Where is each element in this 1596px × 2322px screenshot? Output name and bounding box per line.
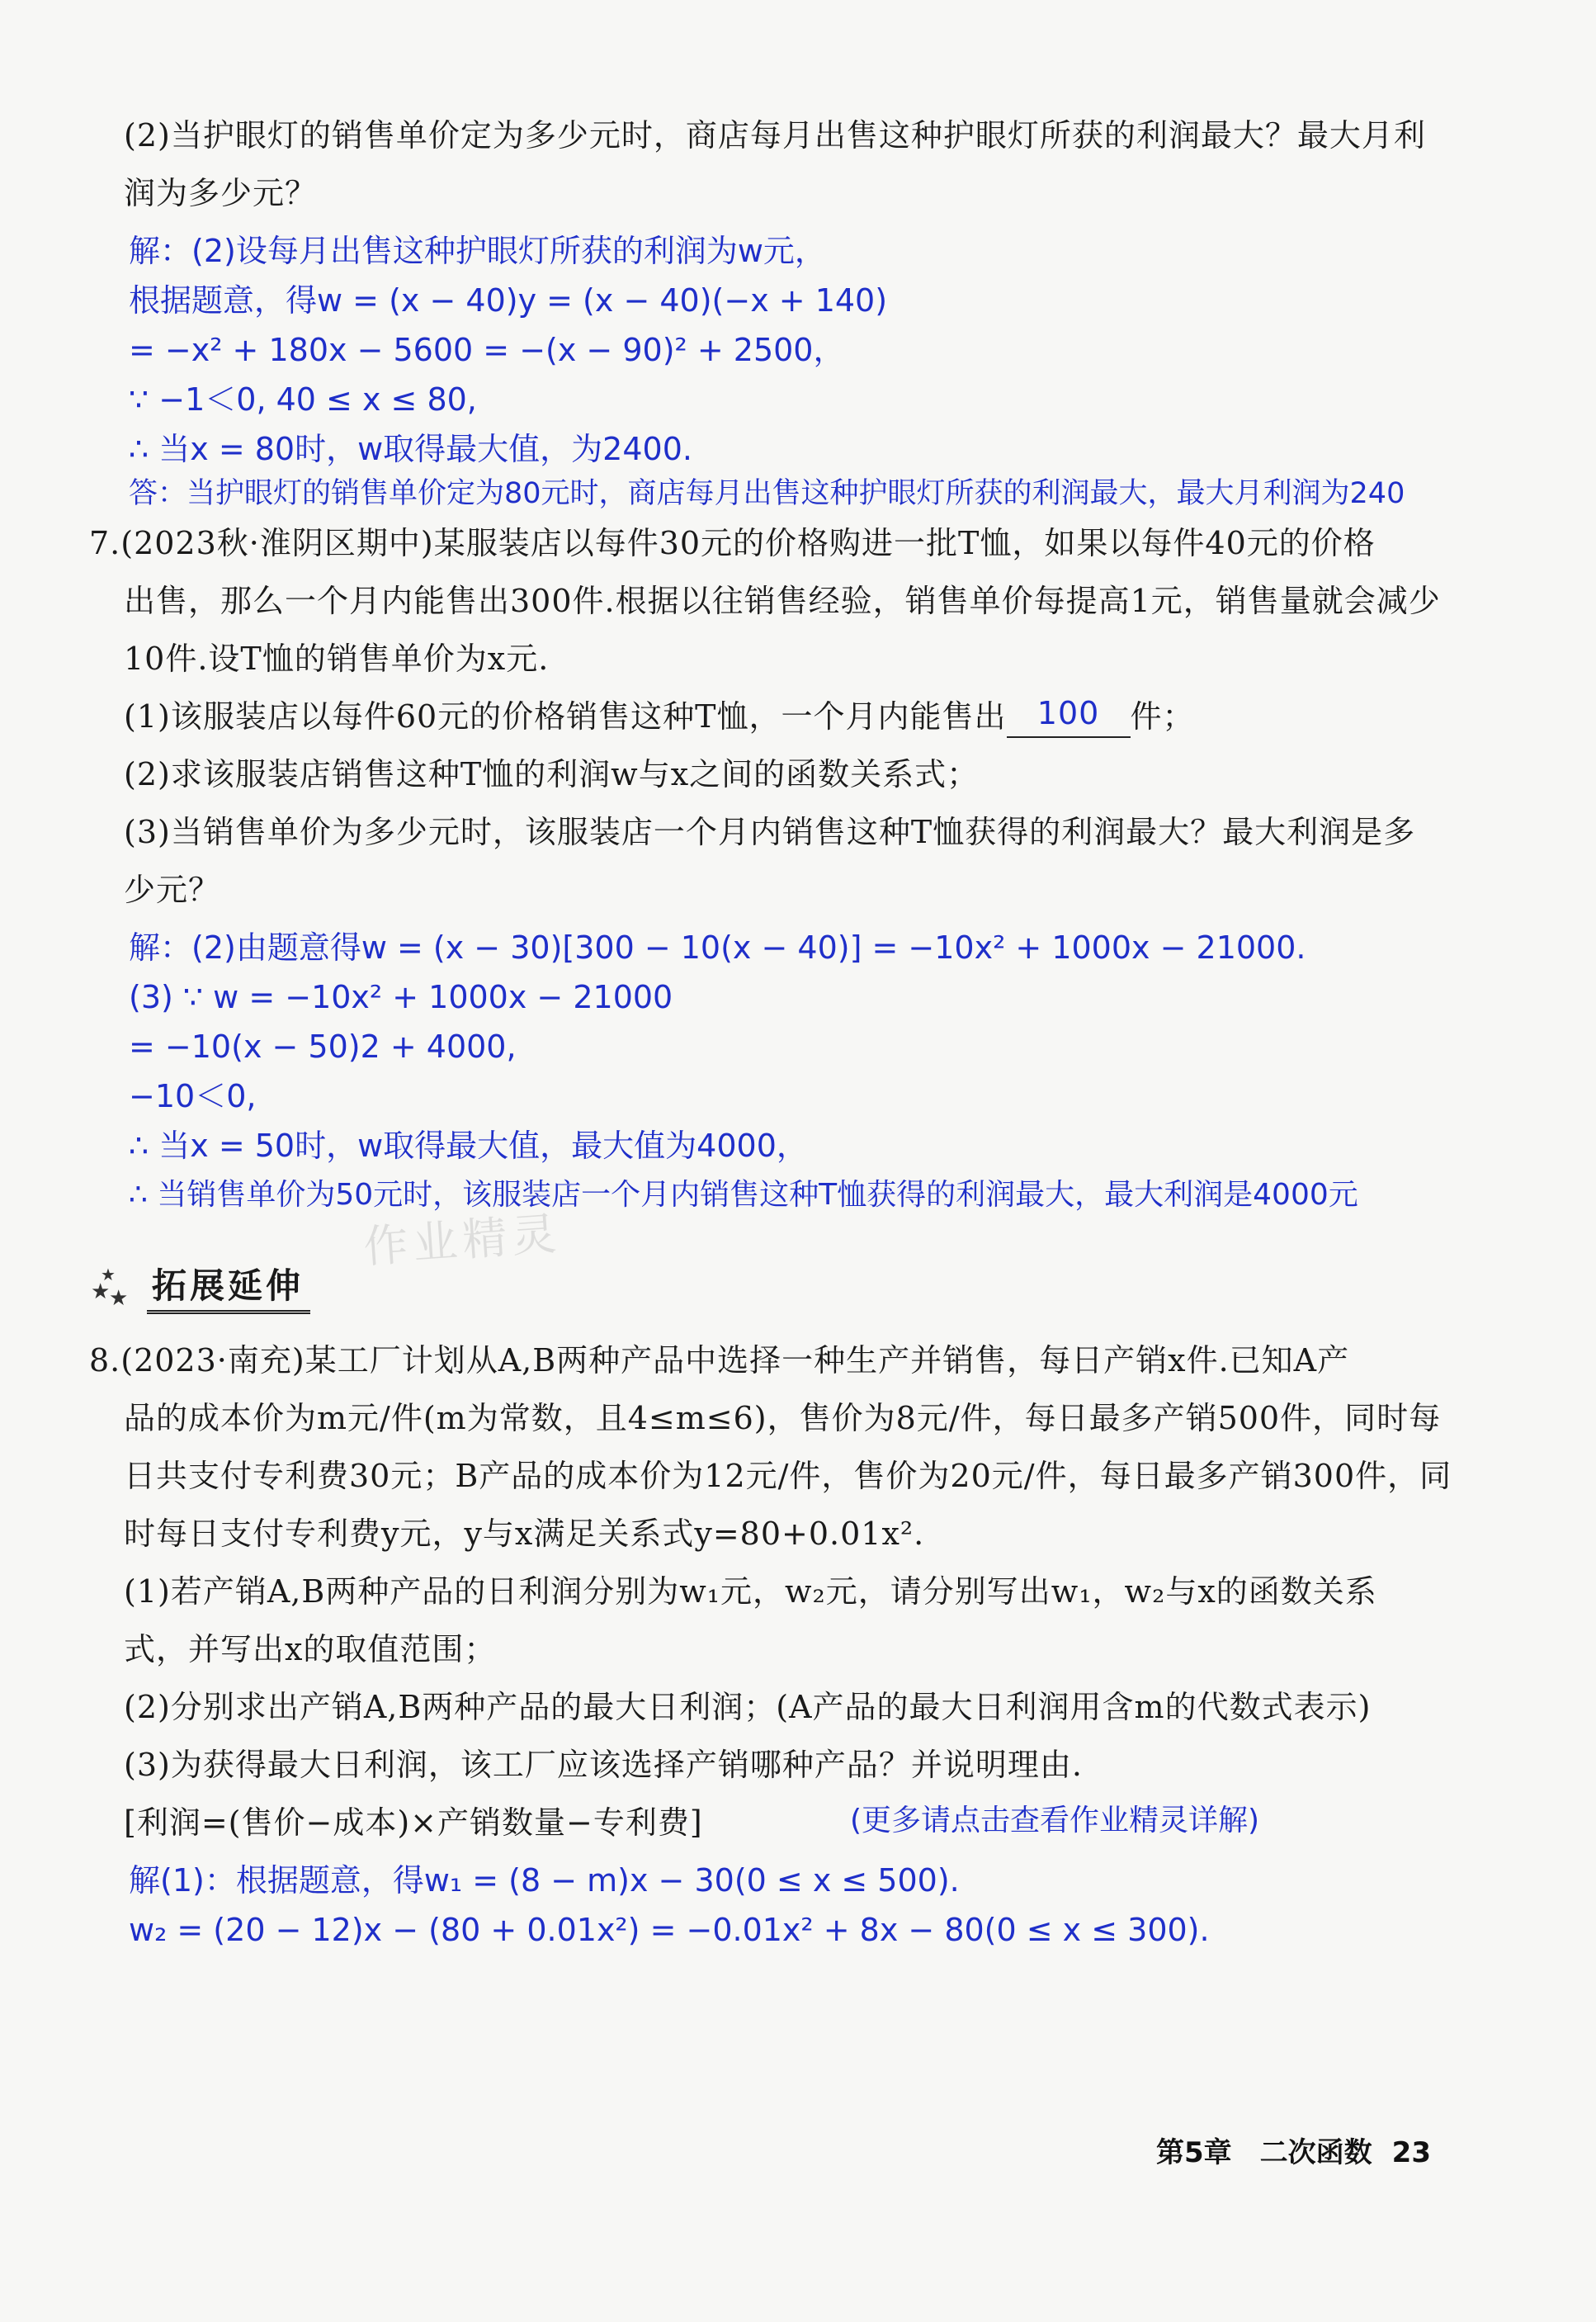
q7-answer-line: ∴ 当x = 50时，w取得最大值，最大值为4000，: [129, 1128, 808, 1164]
page-footer: [1136, 2130, 1431, 2170]
q7-answer-line: = −10(x − 50)2 + 4000,: [129, 1029, 517, 1065]
q6-answer-conclusion: 答：当护眼灯的销售单价定为80元时，商店每月出售这种护眼灯所获的利润最大，最大月利润为240: [129, 477, 1405, 510]
q8-hint: [利润=(售价−成本)×产销数量−专利费]: [124, 1804, 703, 1841]
q8-part2: (2)分别求出产销A,B两种产品的最大日利润；(A产品的最大日利润用含m的代数式表示): [124, 1689, 1372, 1725]
q7-part1-suffix: 件；: [1130, 698, 1195, 735]
q8-answer-line: 解(1)：根据题意，得w₁ = (8 − m)x − 30(0 ≤ x ≤ 500).: [129, 1862, 960, 1899]
q7-part2: (2)求该服装店销售这种T恤的利润w与x之间的函数关系式；: [124, 756, 980, 792]
q6-answer-line: 根据题意，得w = (x − 40)y = (x − 40)(−x + 140): [129, 282, 888, 319]
q7-part1-prefix: (1)该服装店以每件60元的价格销售这种T恤，一个月内能售出: [124, 698, 1007, 735]
q8-stem-line3: 日共支付专利费30元；B产品的成本价为12元/件，售价为20元/件，每日最多产销300件，同: [124, 1458, 1452, 1494]
q8-part1-line1: (1)若产销A,B两种产品的日利润分别为w₁元，w₂元，请分别写出w₁，w₂与x的函数关系: [124, 1573, 1377, 1610]
q8-stem-line1: 8.(2023·南充)某工厂计划从A,B两种产品中选择一种生产并销售，每日产销x件.已知A产: [89, 1342, 1350, 1379]
q7-stem-line3: 10件.设T恤的销售单价为x元.: [124, 641, 550, 677]
chapter-label: 第5章 二次函数: [1156, 2136, 1372, 2169]
q7-answer-line: 解：(2)由题意得w = (x − 30)[300 − 10(x − 40)] = −10x² + 1000x − 21000.: [129, 929, 1306, 966]
q6-answer-line: 解：(2)设每月出售这种护眼灯所获的利润为w元，: [129, 233, 826, 269]
q7-part3-line2: 少元？: [124, 872, 221, 908]
q6-answer-line: ∴ 当x = 80时，w取得最大值，为2400.: [129, 431, 692, 467]
q7-part1-answer-blank: 100: [1007, 690, 1131, 738]
section-title: 拓展延伸: [147, 1259, 310, 1314]
q8-stem-line2: 品的成本价为m元/件(m为常数，且4≤m≤6)，售价为8元/件，每日最多产销500件，同时每: [124, 1400, 1442, 1436]
q6-answer-line: = −x² + 180x − 5600 = −(x − 90)² + 2500，: [129, 332, 845, 368]
q6-part2-line1: (2)当护眼灯的销售单价定为多少元时，商店每月出售这种护眼灯所获的利润最大？最大月利: [124, 117, 1426, 154]
q7-answer-line: −10＜0,: [129, 1078, 257, 1114]
q7-part1: [124, 693, 1195, 741]
watermark-logo: 作业精灵: [361, 1207, 564, 1274]
q7-answer-line: (3) ∵ w = −10x² + 1000x − 21000: [129, 979, 673, 1015]
page-number: 23: [1391, 2136, 1431, 2169]
q8-answer-line: w₂ = (20 − 12)x − (80 + 0.01x²) = −0.01x² + 8x − 80(0 ≤ x ≤ 300).: [129, 1912, 1210, 1948]
q8-part3: (3)为获得最大日利润，该工厂应该选择产销哪种产品？并说明理由.: [124, 1747, 1083, 1783]
q8-part1-line2: 式，并写出x的取值范围；: [124, 1631, 497, 1667]
q7-stem-line1: 7.(2023秋·淮阴区期中)某服装店以每件30元的价格购进一批T恤，如果以每件40元的价格: [89, 525, 1376, 561]
q7-part3-line1: (3)当销售单价为多少元时，该服装店一个月内销售这种T恤获得的利润最大？最大利润是多: [124, 814, 1416, 850]
q8-stem-line4: 时每日支付专利费y元，y与x满足关系式y=80+0.01x².: [124, 1516, 925, 1552]
q6-part2-line2: 润为多少元？: [124, 175, 318, 211]
stars-icon: ★ ★ ★: [91, 1265, 129, 1311]
q7-answer-conclusion: ∴ 当销售单价为50元时，该服装店一个月内销售这种T恤获得的利润最大，最大利润是4000元: [129, 1178, 1358, 1212]
q6-answer-line: ∵ −1＜0, 40 ≤ x ≤ 80,: [129, 381, 477, 418]
q7-stem-line2: 出售，那么一个月内能售出300件.根据以往销售经验，销售单价每提高1元，销售量就会减少: [124, 583, 1441, 619]
section-header: [89, 1261, 310, 1311]
more-details-link[interactable]: (更多请点击查看作业精灵详解): [850, 1804, 1260, 1837]
